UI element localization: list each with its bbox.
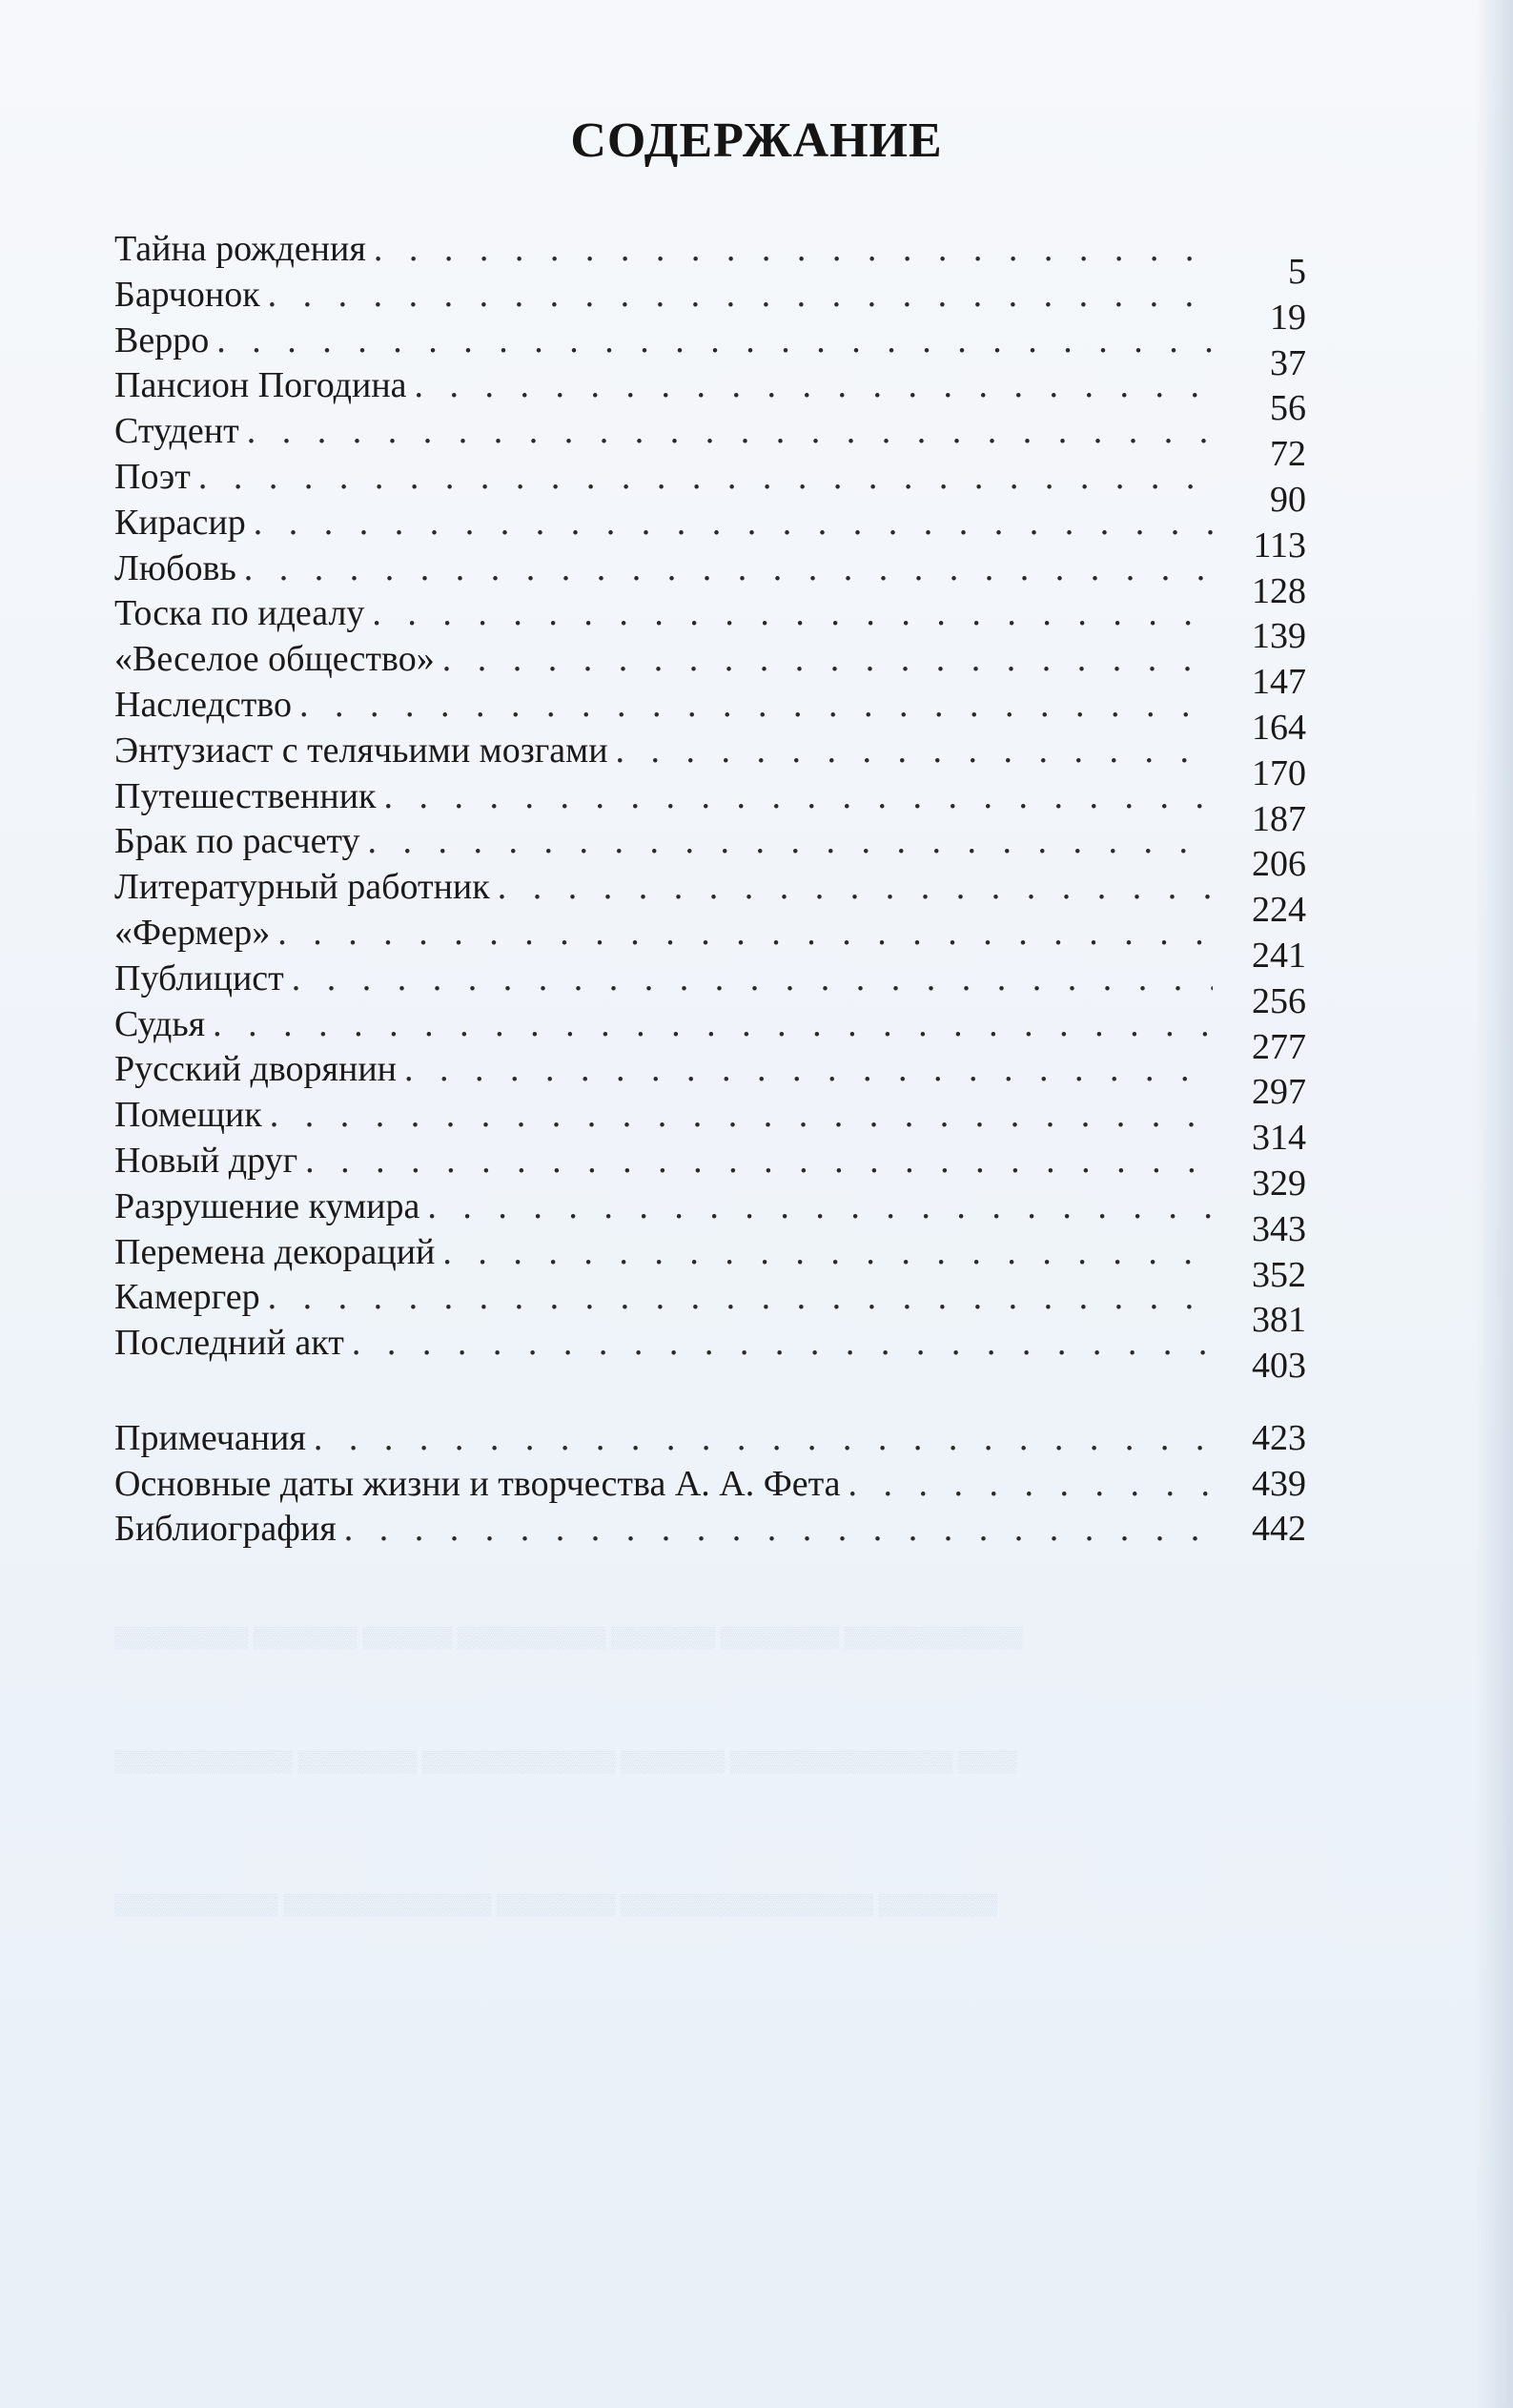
toc-entry-title: Перемена декораций	[114, 1231, 436, 1272]
toc-entry-title: Поэт	[114, 456, 191, 497]
toc-entry-title: Любовь	[114, 547, 236, 588]
toc-entry-page-number: 439	[1252, 1463, 1306, 1504]
dot-leader	[277, 911, 1213, 957]
toc-entry-title: Библиография	[114, 1509, 337, 1549]
dot-leader	[404, 1047, 1213, 1093]
dot-leader	[299, 683, 1213, 729]
toc-entry-page-number: 164	[1252, 707, 1306, 748]
bleed-through-text: ▒▒▒▒▒▒▒▒▒ ▒▒▒▒▒▒▒ ▒▒▒▒▒▒ ▒▒▒▒▒▒▒▒▒▒ ▒▒▒▒▒▒▒ ▒▒▒▒▒▒▒▒ ▒▒▒▒▒▒▒▒▒▒▒▒	[114, 1625, 1023, 1649]
toc-entry-page-number: 170	[1252, 752, 1306, 793]
toc-entry	[114, 1416, 1306, 1462]
dot-leader	[352, 1321, 1213, 1367]
dot-leader	[368, 819, 1213, 865]
dot-leader	[372, 591, 1213, 637]
chapter-list	[114, 227, 1306, 1387]
toc-entry-page-number: 5	[1288, 252, 1306, 292]
toc-entry-page-number: 329	[1252, 1163, 1306, 1204]
toc-entry-title: Энтузиаст с телячьими мозгами	[114, 730, 608, 771]
bleed-through-text: ▒▒▒▒▒▒▒▒▒▒▒ ▒▒▒▒▒▒▒▒▒▒▒▒▒▒ ▒▒▒▒▒▒▒▒ ▒▒▒▒▒▒▒▒▒▒▒▒▒▒▒▒▒ ▒▒▒▒▒▒▒▒	[114, 1892, 998, 1916]
toc-entry	[114, 683, 1306, 748]
toc-entry	[114, 1230, 1306, 1295]
toc-entry-page-number: 423	[1252, 1418, 1306, 1458]
toc-entry	[114, 1321, 1306, 1387]
toc-entry-page-number: 187	[1252, 798, 1306, 839]
dot-leader	[442, 637, 1213, 683]
dot-leader	[268, 273, 1213, 319]
toc-entry	[114, 409, 1306, 475]
dot-leader	[244, 546, 1213, 592]
toc-entry-page-number: 403	[1252, 1346, 1306, 1387]
toc-entry-title: Наследство	[114, 684, 292, 725]
dot-leader	[374, 227, 1213, 273]
toc-entry-page-number: 206	[1252, 844, 1306, 885]
dot-leader	[216, 319, 1213, 364]
toc-entry-title: Кирасир	[114, 502, 246, 543]
page-title: СОДЕРЖАНИЕ	[570, 113, 943, 168]
toc-entry-title: Брак по расчету	[114, 821, 360, 862]
toc-entry-title: Литературный работник	[114, 867, 490, 908]
toc-entry	[114, 729, 1306, 793]
toc-entry	[114, 1275, 1306, 1341]
dot-leader	[314, 1416, 1213, 1462]
toc-entry-title: Тоска по идеалу	[114, 593, 365, 634]
toc-entry-title: Помещик	[114, 1095, 262, 1136]
toc-entry	[114, 1002, 1306, 1067]
toc-entry	[114, 363, 1306, 429]
dot-leader	[427, 1184, 1213, 1230]
toc-entry-title: Барчонок	[114, 274, 260, 315]
toc-entry-title: «Веселое общество»	[114, 639, 435, 680]
toc-entry	[114, 1047, 1306, 1113]
toc-entry	[114, 911, 1306, 976]
toc-entry-page-number: 343	[1252, 1208, 1306, 1249]
toc-entry-title: Студент	[114, 411, 239, 452]
toc-entry-title: Пансион Погодина	[114, 365, 407, 406]
dot-leader	[384, 774, 1213, 820]
dot-leader	[254, 501, 1213, 546]
dot-leader	[498, 865, 1213, 911]
toc-entry-title: Основные даты жизни и творчества А. А. Фета	[114, 1463, 841, 1504]
toc-entry-page-number: 277	[1252, 1026, 1306, 1067]
toc-entry-page-number: 314	[1252, 1118, 1306, 1159]
dot-leader	[198, 455, 1213, 501]
dot-leader	[616, 729, 1213, 774]
toc-entry-title: Разрушение кумира	[114, 1185, 420, 1226]
toc-entry-title: Путешественник	[114, 775, 377, 816]
toc-entry-title: Примечания	[114, 1418, 306, 1458]
toc-entry-page-number: 113	[1253, 525, 1306, 566]
toc-entry-page-number: 147	[1252, 662, 1306, 703]
toc-entry	[114, 591, 1306, 657]
toc-entry	[114, 774, 1306, 839]
dot-leader	[415, 363, 1213, 409]
toc-entry	[114, 1507, 1306, 1553]
toc-entry-page-number: 139	[1252, 616, 1306, 657]
toc-entry-page-number: 241	[1252, 935, 1306, 976]
bleed-through-text: ▒▒▒▒▒▒▒▒▒▒▒▒ ▒▒▒▒▒▒▒▒ ▒▒▒▒▒▒▒▒▒▒▒▒▒ ▒▒▒▒▒▒▒ ▒▒▒▒▒▒▒▒▒▒▒▒▒▒▒ ▒▒▒▒	[114, 1749, 1018, 1773]
toc-entry	[114, 319, 1306, 383]
toc-entry	[114, 637, 1306, 703]
toc-entry-page-number: 224	[1252, 890, 1306, 931]
toc-entry	[114, 1184, 1306, 1249]
toc-entry-title: Последний акт	[114, 1323, 344, 1364]
dot-leader	[292, 957, 1213, 1002]
toc-entry-page-number: 381	[1252, 1300, 1306, 1341]
toc-entry-title: Верро	[114, 319, 210, 360]
dot-leader	[270, 1093, 1213, 1139]
toc-entry-page-number: 37	[1270, 342, 1306, 383]
toc-entry-title: Судья	[114, 1003, 206, 1044]
toc-entry-page-number: 352	[1252, 1254, 1306, 1295]
dot-leader	[849, 1462, 1213, 1508]
toc-entry	[114, 819, 1306, 885]
toc-entry-page-number: 256	[1252, 980, 1306, 1021]
toc-entry	[114, 1139, 1306, 1204]
dot-leader	[213, 1002, 1213, 1048]
dot-leader	[247, 409, 1213, 455]
toc-entry-title: Тайна рождения	[114, 229, 366, 269]
dot-leader	[442, 1230, 1213, 1276]
toc-entry-page-number: 19	[1270, 297, 1306, 338]
toc-entry-title: Камергер	[114, 1277, 260, 1318]
toc-entry	[114, 227, 1306, 292]
toc-entry	[114, 546, 1306, 611]
toc-entry	[114, 957, 1306, 1021]
toc-entry	[114, 501, 1306, 566]
dot-leader	[305, 1139, 1213, 1184]
toc-entry	[114, 865, 1306, 931]
appendix-list	[114, 1416, 1306, 1553]
toc-entry-title: «Фермер»	[114, 912, 271, 953]
toc-entry-page-number: 297	[1252, 1072, 1306, 1113]
toc-entry	[114, 1462, 1306, 1508]
toc-entry	[114, 455, 1306, 520]
toc-entry	[114, 273, 1306, 338]
page-edge-shadow	[1475, 0, 1513, 2408]
toc-entry-page-number: 442	[1252, 1509, 1306, 1549]
toc-entry	[114, 1093, 1306, 1159]
toc-entry-page-number: 72	[1270, 434, 1306, 475]
toc-entry-page-number: 90	[1270, 479, 1306, 520]
toc-entry-title: Новый друг	[114, 1140, 298, 1181]
dot-leader	[268, 1275, 1213, 1321]
toc-entry-title: Публицист	[114, 957, 284, 998]
toc-entry-title: Русский дворянин	[114, 1049, 398, 1090]
toc-entry-page-number: 56	[1270, 388, 1306, 429]
dot-leader	[344, 1507, 1213, 1553]
toc-entry-page-number: 128	[1252, 570, 1306, 611]
